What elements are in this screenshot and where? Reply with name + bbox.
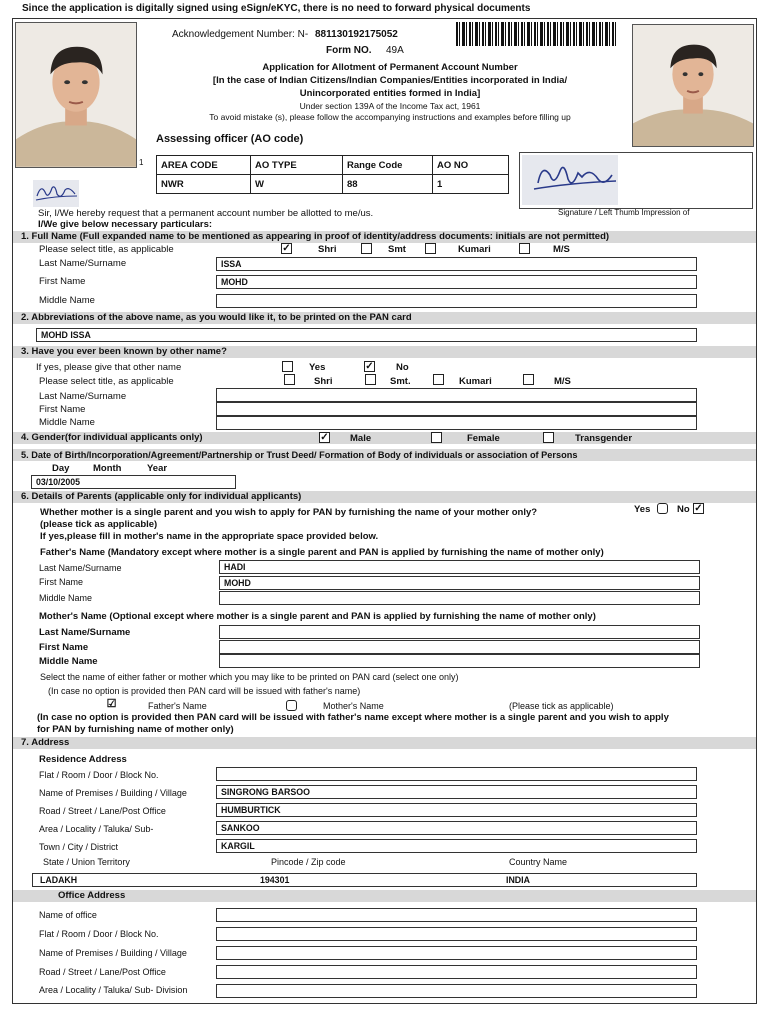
other-title-kumari-checkbox[interactable]	[433, 374, 444, 385]
father-first-field[interactable]: MOHD	[219, 576, 700, 590]
flat-field[interactable]	[216, 767, 697, 781]
form-title-2: [In the case of Indian Citizens/Indian Companies/Entities incorporated in India/	[212, 75, 568, 86]
office-road-field[interactable]	[216, 965, 697, 979]
premises-label: Name of Premises / Building / Village	[39, 788, 187, 798]
office-area-field[interactable]	[216, 984, 697, 998]
ao-code-table	[156, 155, 509, 194]
middle-name-label: Middle Name	[39, 295, 95, 306]
office-area-label: Area / Locality / Taluka/ Sub- Division	[39, 985, 188, 995]
title-shri-label: Shri	[318, 244, 337, 255]
first-name-field[interactable]: MOHD	[216, 275, 697, 289]
photo-mark: 1	[139, 158, 144, 167]
form-no-label: Form NO.	[326, 45, 372, 56]
mother-heading: Mother's Name (Optional except where mother is a single parent and PAN is applied by furnishing the name of mother only)	[39, 611, 596, 622]
state-pincode-country-row	[32, 873, 697, 887]
other-surname-label: Last Name/Surname	[39, 391, 127, 402]
dob-month-label: Month	[93, 463, 122, 474]
select-parent-note: (In case no option is provided then PAN card will be issued with father's name)	[48, 686, 361, 696]
print-mother-checkbox[interactable]	[286, 700, 297, 711]
area-label: Area / Locality / Taluka/ Sub-	[39, 824, 154, 834]
mother-surname-label: Last Name/Surname	[39, 627, 131, 638]
office-premises-field[interactable]	[216, 946, 697, 960]
ao-type-label: AO TYPE	[251, 156, 343, 175]
state-label: State / Union Territory	[43, 857, 130, 867]
other-name-no-label: No	[396, 362, 409, 373]
title-shri-checkbox[interactable]: ✓	[282, 243, 291, 254]
applicant-photo-left	[15, 22, 137, 168]
surname-field[interactable]: ISSA	[216, 257, 697, 271]
other-name-no-checkbox[interactable]: ✓	[365, 361, 374, 372]
father-surname-field[interactable]: HADI	[219, 560, 700, 574]
print-father-checkbox[interactable]: ☑	[106, 698, 117, 710]
father-first-label: First Name	[39, 577, 84, 587]
esign-notice: Since the application is digitally signed using eSign/eKYC, there is no need to forward physical documents	[22, 3, 531, 14]
signature-caption: Signature / Left Thumb Impression of	[558, 208, 690, 217]
form-no: 49A	[386, 45, 404, 56]
title-prompt: Please select title, as applicable	[39, 244, 174, 255]
barcode-icon	[456, 22, 616, 46]
mother-first-field[interactable]	[219, 640, 700, 654]
other-surname-field[interactable]	[216, 388, 697, 402]
state-value[interactable]: LADAKH	[40, 875, 78, 885]
print-mother-label: Mother's Name	[323, 701, 384, 711]
country-label: Country Name	[509, 857, 568, 867]
other-title-ms-label: M/S	[554, 376, 571, 387]
office-heading: Office Address	[13, 890, 756, 902]
form-title-3: Unincorporated entities formed in India]	[299, 88, 481, 99]
title-kumari-label: Kumari	[458, 244, 491, 255]
town-field[interactable]: KARGIL	[216, 839, 697, 853]
ao-no-value: 1	[433, 175, 509, 194]
pincode-label: Pincode / Zip code	[271, 857, 346, 867]
town-label: Town / City / District	[39, 842, 119, 852]
other-middle-field[interactable]	[216, 416, 697, 430]
other-first-field[interactable]	[216, 402, 697, 416]
gender-transgender-label: Transgender	[575, 433, 633, 444]
gender-female-label: Female	[467, 433, 500, 444]
other-middle-label: Middle Name	[39, 417, 95, 428]
title-smt-checkbox[interactable]	[361, 243, 372, 254]
flat-label: Flat / Room / Door / Block No.	[39, 770, 159, 780]
tick-note: (Please tick as applicable)	[509, 701, 614, 711]
person-photo-icon	[16, 23, 136, 167]
mother-middle-field[interactable]	[219, 654, 700, 668]
dob-year-label: Year	[147, 463, 168, 474]
other-name-yes-label: Yes	[309, 362, 326, 373]
gender-female-checkbox[interactable]	[431, 432, 442, 443]
title-ms-label: M/S	[553, 244, 570, 255]
road-label: Road / Street / Lane/Post Office	[39, 806, 166, 816]
gender-male-checkbox[interactable]: ✓	[320, 432, 329, 443]
dob-day-label: Day	[52, 463, 70, 474]
range-code-label: Range Code	[343, 156, 433, 175]
section-5-heading: 5. Date of Birth/Incorporation/Agreement/Partnership or Trust Deed/ Formation of Body of individuals or association of Persons	[13, 449, 756, 461]
area-code-value: NWR	[157, 175, 251, 194]
parent-default-note-2: for PAN by furnishing name of mother only)	[37, 724, 234, 735]
other-first-label: First Name	[39, 404, 86, 415]
signature-box	[519, 152, 753, 209]
father-heading: Father's Name (Mandatory except where mother is a single parent and PAN is applied by furnishing the name of mother only)	[40, 547, 604, 558]
signature-icon	[33, 180, 79, 207]
mother-middle-label: Middle Name	[39, 656, 98, 667]
print-father-label: Father's Name	[148, 701, 207, 711]
father-surname-label: Last Name/Surname	[39, 563, 122, 573]
signature-icon	[520, 153, 752, 208]
single-parent-yes-checkbox[interactable]	[657, 503, 668, 514]
form-subtitle: Under section 139A of the Income Tax act, 1961	[299, 101, 481, 111]
title-ms-checkbox[interactable]	[519, 243, 530, 254]
office-road-label: Road / Street / Lane/Post Office	[39, 967, 166, 977]
country-value[interactable]: INDIA	[506, 875, 530, 885]
other-title-ms-checkbox[interactable]	[523, 374, 534, 385]
single-parent-tick-note: (please tick as applicable)	[40, 519, 158, 530]
other-title-kumari-label: Kumari	[459, 376, 492, 387]
other-title-prompt: Please select title, as applicable	[39, 376, 174, 387]
section-1-heading: 1. Full Name (Full expanded name to be mentioned as appearing in proof of identity/address documents: initials are not permitted)	[13, 231, 756, 243]
road-field[interactable]: HUMBURTICK	[216, 803, 697, 817]
section-2-heading: 2. Abbreviations of the above name, as you would like it, to be printed on the PAN card	[13, 312, 756, 324]
mother-name-instruction: If yes,please fill in mother's name in the appropriate space provided below.	[40, 531, 379, 542]
single-parent-yes-label: Yes	[634, 504, 651, 515]
first-name-label: First Name	[39, 276, 86, 287]
gender-transgender-checkbox[interactable]	[543, 432, 554, 443]
father-middle-label: Middle Name	[39, 593, 93, 603]
mother-surname-field[interactable]	[219, 625, 700, 639]
applicant-photo-right	[632, 24, 754, 147]
person-photo-icon	[633, 25, 753, 146]
ao-type-value: W	[251, 175, 343, 194]
other-title-shri-label: Shri	[314, 376, 333, 387]
middle-name-field[interactable]	[216, 294, 697, 308]
surname-label: Last Name/Surname	[39, 258, 127, 269]
form-instructions: To avoid mistake (s), please follow the accompanying instructions and examples before filling up	[209, 112, 571, 122]
office-name-field[interactable]	[216, 908, 697, 922]
ao-heading: Assessing officer (AO code)	[156, 133, 304, 145]
other-title-shri-checkbox[interactable]	[284, 374, 295, 385]
other-title-smt-label: Smt.	[390, 376, 411, 387]
area-code-label: AREA CODE	[157, 156, 251, 175]
title-smt-label: Smt	[388, 244, 406, 255]
request-text: Sir, I/We hereby request that a permanent account number be allotted to me/us.	[38, 208, 374, 219]
section-6-heading: 6. Details of Parents (applicable only for individual applicants)	[13, 491, 756, 503]
dob-field[interactable]: 03/10/2005	[31, 475, 236, 489]
section-3-heading: 3. Have you ever been known by other name?	[13, 346, 756, 358]
select-parent-instruction: Select the name of either father or mother which you may like to be printed on PAN card (select one only)	[40, 672, 459, 682]
single-parent-no-checkbox[interactable]: ✓	[694, 503, 703, 514]
area-field[interactable]: SANKOO	[216, 821, 697, 835]
parent-default-note: (In case no option is provided then PAN card will be issued with father's name except where mother is a single parent and you wish to apply	[37, 712, 669, 723]
section-4-heading: 4. Gender(for individual applicants only)	[13, 432, 756, 444]
small-signature	[33, 180, 79, 207]
premises-field[interactable]: SINGRONG BARSOO	[216, 785, 697, 799]
ack-label: Acknowledgement Number: N-	[172, 29, 309, 40]
form-title: Application for Allotment of Permanent Account Number	[262, 62, 518, 73]
office-flat-field[interactable]	[216, 927, 697, 941]
abbreviation-field[interactable]: MOHD ISSA	[36, 328, 697, 342]
father-middle-field[interactable]	[219, 591, 700, 605]
other-title-smt-checkbox[interactable]	[365, 374, 376, 385]
pincode-value[interactable]: 194301	[260, 875, 290, 885]
single-parent-question: Whether mother is a single parent and you wish to apply for PAN by furnishing the name of your mother only?	[40, 507, 538, 518]
other-name-question: If yes, please give that other name	[36, 362, 182, 373]
office-flat-label: Flat / Room / Door / Block No.	[39, 929, 159, 939]
request-text-2: I/We give below necessary particulars:	[38, 219, 213, 230]
office-premises-label: Name of Premises / Building / Village	[39, 948, 187, 958]
section-7-heading: 7. Address	[13, 737, 756, 749]
office-name-label: Name of office	[39, 910, 97, 920]
range-code-value: 88	[343, 175, 433, 194]
gender-male-label: Male	[350, 433, 372, 444]
other-name-yes-checkbox[interactable]	[282, 361, 293, 372]
mother-first-label: First Name	[39, 642, 89, 653]
title-kumari-checkbox[interactable]	[425, 243, 436, 254]
ack-number: 881130192175052	[315, 29, 398, 40]
residence-heading: Residence Address	[39, 754, 127, 765]
ao-no-label: AO NO	[433, 156, 509, 175]
single-parent-no-label: No	[677, 504, 690, 515]
